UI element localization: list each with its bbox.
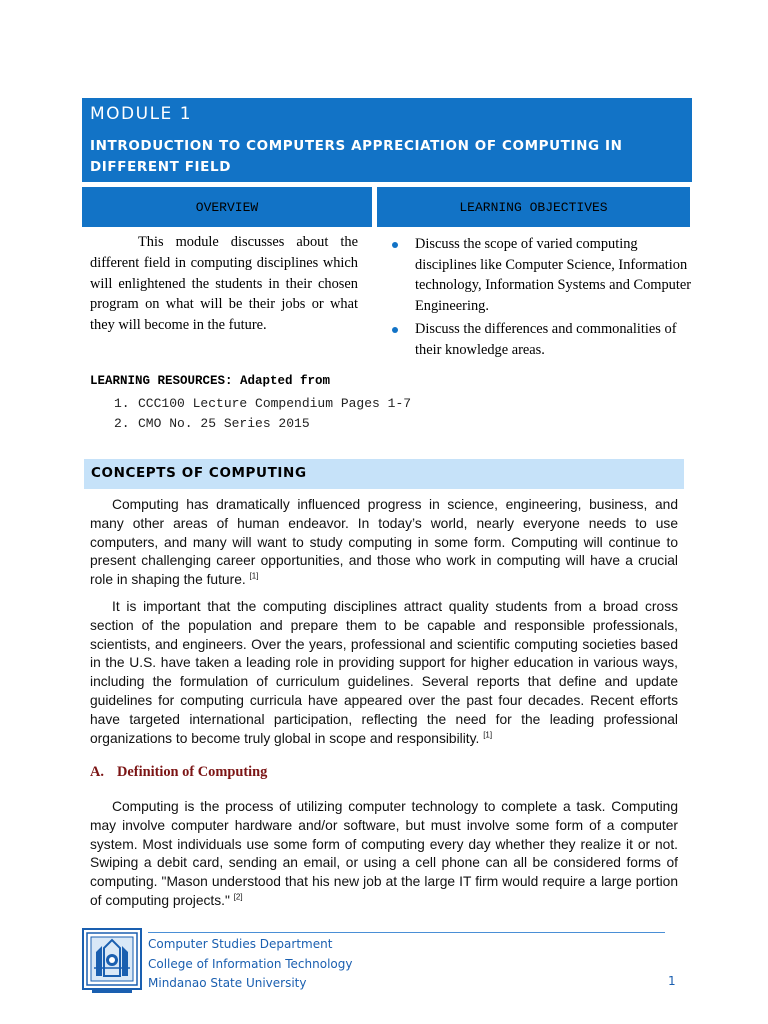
- module-header: [82, 98, 692, 182]
- footer-divider: [148, 932, 665, 933]
- paragraph-text: It is important that the computing disciplines attract quality students from a broad cross section of the population and prepare them to be capable and responsible professionals, scientists, and engineers. Over the years, professional and scientific computing societies based in the U.S. have taken a leading role in providing support for higher education in various ways, including the formulation of curriculum guidelines. Several reports that define and update guidelines for computing curricula have appeared over the past four decades. Recent efforts have targeted international participation, reflecting the need for the leading professional organizations to become truly global in scope and responsibility.: [90, 599, 678, 746]
- footer-department: Computer Studies Department: [148, 937, 333, 951]
- footer-text: [148, 935, 352, 994]
- reference-marker: [2]: [233, 892, 243, 902]
- paragraph-text: Computing is the process of utilizing computer technology to complete a task. Computing may involve computer hardware and/or software, but must involve some form of a computer system. Most individuals use some form of computing every day whether they realize it or not. Swiping a debit card, sending an email, or using a cell phone can all be considered forms of computing. "Mason understood that his new job at the large IT firm would require a large portion of computing projects.": [90, 799, 678, 908]
- resource-text: CCC100 Lecture Compendium Pages 1-7: [138, 396, 412, 411]
- objective-item: [392, 319, 692, 360]
- objective-item: [392, 234, 692, 316]
- resource-item: [114, 414, 411, 434]
- reference-marker: [1]: [249, 571, 259, 581]
- resources-title: LEARNING RESOURCES: Adapted from: [90, 374, 331, 388]
- objectives-list: [392, 234, 692, 364]
- university-seal-logo: [82, 928, 142, 994]
- overview-heading: [82, 187, 372, 227]
- definition-letter: A.: [90, 764, 104, 780]
- objectives-heading: [377, 187, 690, 227]
- definition-heading: [90, 764, 267, 781]
- resource-number: 2.: [114, 416, 130, 431]
- resource-number: 1.: [114, 396, 130, 411]
- concepts-heading-bar: [84, 459, 684, 489]
- definition-title: Definition of Computing: [117, 764, 268, 780]
- definition-paragraph: [90, 798, 678, 911]
- resource-text: CMO No. 25 Series 2015: [138, 416, 310, 431]
- reference-marker: [1]: [483, 729, 493, 739]
- concepts-paragraph: [90, 598, 678, 748]
- objective-text: Discuss the scope of varied computing disciplines like Computer Science, Information technology, Information Systems and Computer Engineering.: [415, 236, 692, 314]
- objective-text: Discuss the differences and commonalities of their knowledge areas.: [415, 321, 677, 358]
- overview-heading-label: OVERVIEW: [195, 199, 259, 215]
- footer-college: College of Information Technology: [148, 956, 353, 971]
- resources-list: [114, 394, 411, 434]
- bullet-icon: [392, 242, 398, 248]
- concepts-paragraph: [90, 496, 678, 590]
- resource-item: [114, 394, 411, 414]
- overview-text: This module discusses about the different field in computing disciplines which will enlightened the students in their chosen program on what will be their jobs or what they will become in the future.: [90, 234, 358, 334]
- concepts-heading: CONCEPTS OF COMPUTING: [91, 465, 307, 481]
- objectives-heading-label: LEARNING OBJECTIVES: [459, 199, 608, 215]
- module-title: MODULE 1: [90, 104, 193, 124]
- paragraph-text: Computing has dramatically influenced progress in science, engineering, business, and many other areas of human endeavor. In today’s world, nearly everyone needs to use computers, and many will want to study computing in some form. Computing will continue to present challenging career opportunities, and those who work in computing will have a crucial role in shaping the future.: [90, 497, 678, 588]
- page-number: 1: [668, 974, 676, 988]
- bullet-icon: [392, 327, 398, 333]
- footer-university: Mindanao State University: [148, 976, 307, 991]
- module-subtitle: INTRODUCTION TO COMPUTERS APPRECIATION OF COMPUTING IN DIFFERENT FIELD: [90, 138, 623, 175]
